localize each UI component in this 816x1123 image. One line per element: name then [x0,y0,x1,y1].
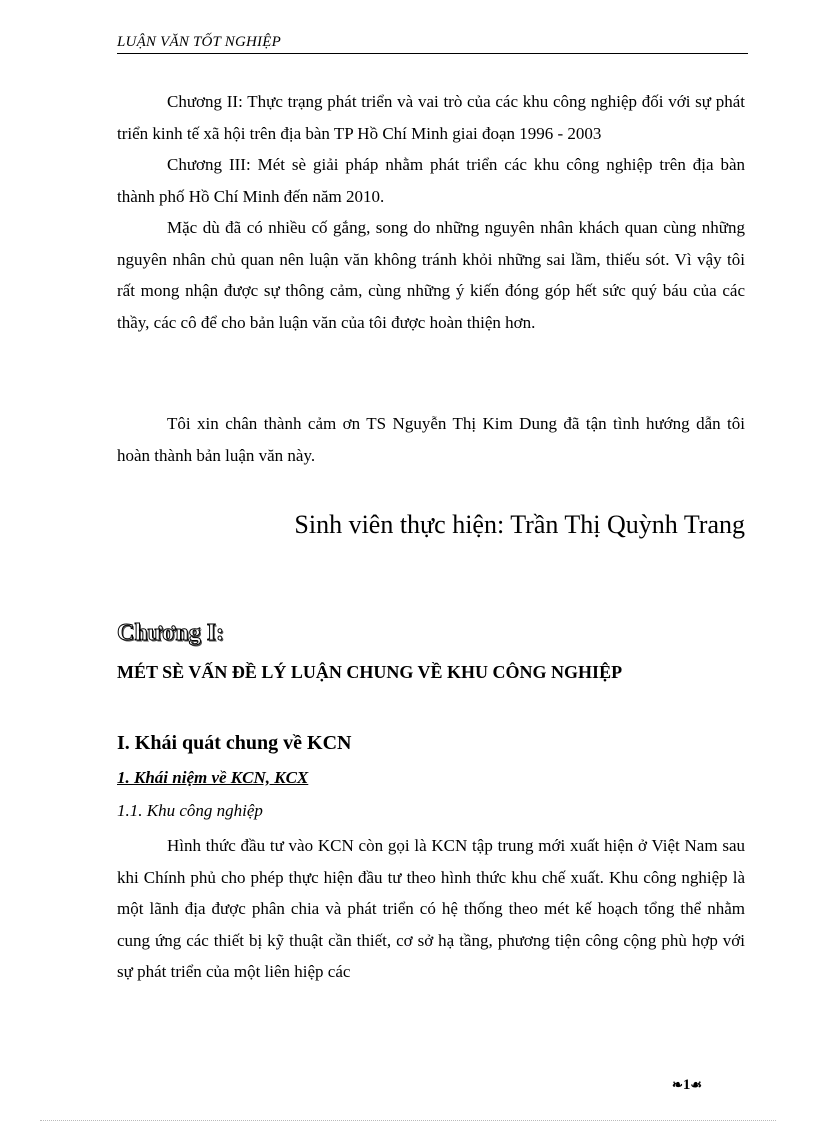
footer-divider [40,1120,776,1121]
section-title: I. Khái quát chung về KCN [117,732,352,754]
page-number-value: 1 [682,1077,691,1093]
paragraph-kcn-definition: Hình thức đầu tư vào KCN còn gọi là KCN tập trung mới xuất hiện ở Việt Nam sau khi Chính phủ cho phép thực hiện đầu tư theo hình thức khu chế xuất. Khu công nghiệp là một lãnh địa được phân chia và phát triển có hệ thống theo mét kế hoạch tổng thể nhằm cung ứng các thiết bị kỹ thuật cần thiết, cơ sở hạ tầng, phương tiện công cộng phù hợp với sự phát triển của một liên hiệp các [117,836,745,981]
subsection-title: 1. Khái niệm về KCN, KCX [117,768,309,787]
running-header: LUẬN VĂN TỐT NGHIỆP [117,34,748,54]
chapter-title: MÉT SÈ VẤN ĐỀ LÝ LUẬN CHUNG VỀ KHU CÔNG NGHIỆP [117,662,623,682]
section-body [117,830,745,988]
thanks-text [117,408,745,471]
signature-line: Sinh viên thực hiện: Trần Thị Quỳnh Trang [294,510,745,539]
intro-text [117,86,745,338]
chapter-label: Chương I: [117,620,225,646]
subsubsection-title: 1.1. Khu công nghiệp [117,801,263,820]
ornament-right-icon: ☙ [690,1077,703,1092]
paragraph-chapter-3: Chương III: Mét sè giải pháp nhằm phát triển các khu công nghiệp trên địa bàn thành phố Hồ Chí Minh đến năm 2010. [117,155,745,206]
paragraph-chapter-2: Chương II: Thực trạng phát triển và vai trò của các khu công nghiệp đối với sự phát triển kinh tế xã hội trên địa bàn TP Hồ Chí Minh giai đoạn 1996 - 2003 [117,92,745,143]
page-number [672,1077,702,1094]
paragraph-thanks: Tôi xin chân thành cảm ơn TS Nguyễn Thị Kim Dung đã tận tình hướng dẫn tôi hoàn thành bản luận văn này. [117,414,745,465]
paragraph-apology: Mặc dù đã có nhiều cố gắng, song do những nguyên nhân khách quan cùng những nguyên nhân chủ quan nên luận văn không tránh khỏi những sai lầm, thiếu sót. Vì vậy tôi rất mong nhận được sự thông cảm, cùng những ý kiến đóng góp hết sức quý báu của các thầy, các cô để cho bản luận văn của tôi được hoàn thiện hơn. [117,218,745,332]
ornament-left-icon: ❧ [672,1077,683,1092]
